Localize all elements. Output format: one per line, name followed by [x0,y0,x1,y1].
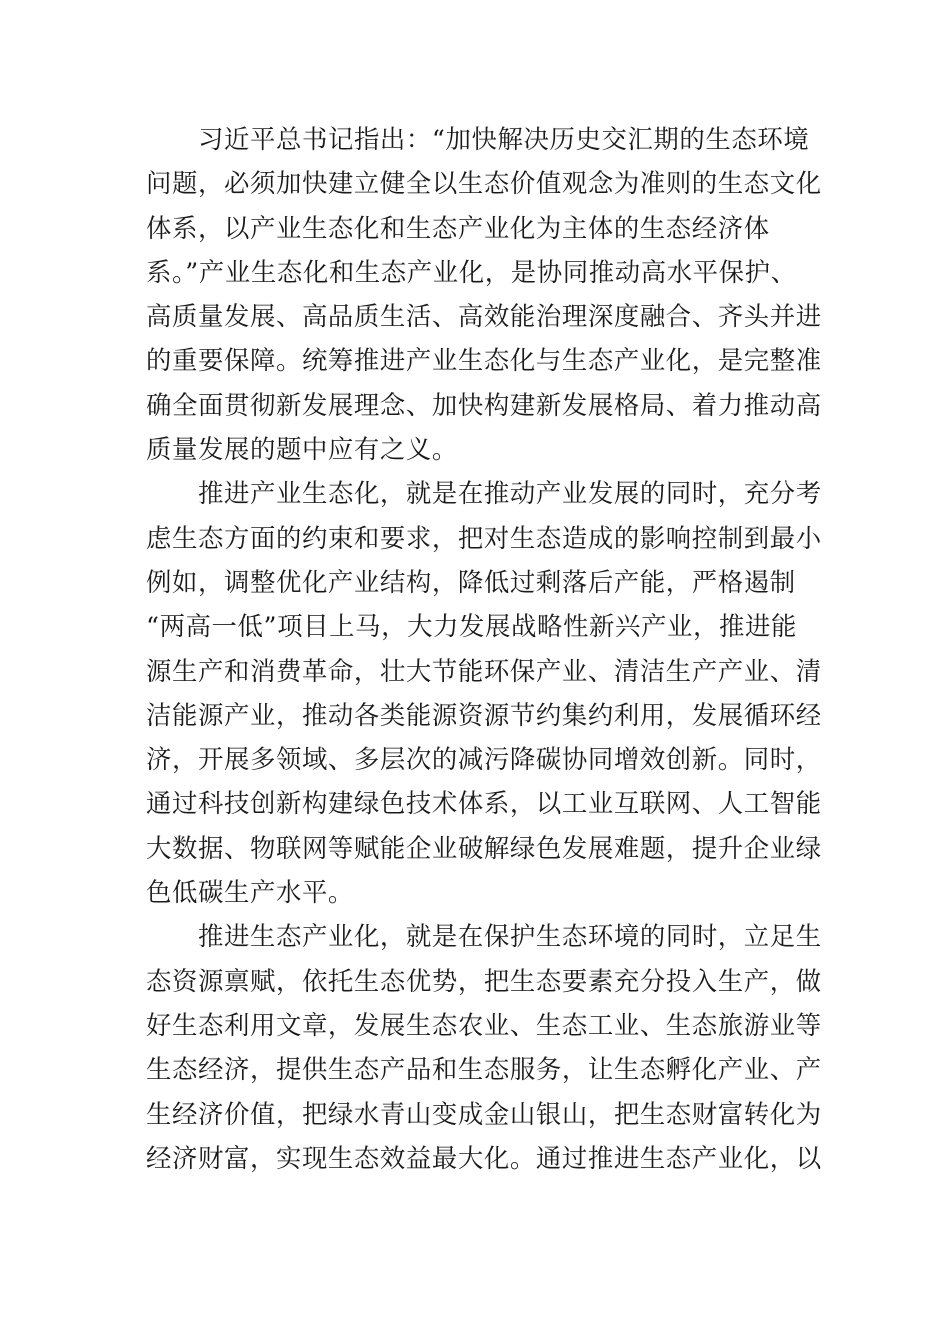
text-line: 济，开展多领域、多层次的减污降碳协同增效创新。同时， [146,744,822,775]
text-line: 确全面贯彻新发展理念、加快构建新发展格局、着力推动高 [146,389,822,420]
text-line: 虑生态方面的约束和要求，把对生态造成的影响控制到最小 [146,522,822,553]
text-line: 生经济价值，把绿水青山变成金山银山，把生态财富转化为 [146,1098,822,1129]
text-line: 色低碳生产水平。 [146,877,354,908]
text-line: 洁能源产业，推动各类能源资源节约集约利用，发展循环经 [146,699,822,730]
text-line: 源生产和消费革命，壮大节能环保产业、清洁生产产业、清 [146,655,822,686]
text-line: 经济财富，实现生态效益最大化。通过推进生态产业化，以 [146,1142,822,1173]
text-line: 高质量发展、高品质生活、高效能治理深度融合、齐头并进 [146,301,822,332]
text-line: 大数据、物联网等赋能企业破解绿色发展难题，提升企业绿 [146,832,822,863]
document-body [146,117,822,1180]
text-line: 系。”产业生态化和生态产业化，是协同推动高水平保护、 [146,256,797,287]
text-line: 的重要保障。统筹推进产业生态化与生态产业化，是完整准 [146,345,822,376]
paragraph-3 [146,914,822,1180]
text-line: 推进产业生态化，就是在推动产业发展的同时，充分考 [198,478,822,509]
text-line: 习近平总书记指出：“加快解决历史交汇期的生态环境 [198,124,810,154]
text-line: 通过科技创新构建绿色技术体系，以工业互联网、人工智能 [146,788,822,819]
paragraph-1 [146,117,822,471]
text-line: 生态经济，提供生态产品和生态服务，让生态孵化产业、产 [146,1054,822,1085]
paragraph-2 [146,471,822,914]
text-line: 体系，以产业生态化和生态产业化为主体的生态经济体 [146,212,770,243]
text-line: 推进生态产业化，就是在保护生态环境的同时，立足生 [198,921,822,952]
text-line: 态资源禀赋，依托生态优势，把生态要素充分投入生产，做 [146,965,822,996]
text-line: “两高一低”项目上马，大力发展战略性新兴产业，推进能 [146,611,797,642]
text-line: 例如，调整优化产业结构，降低过剩落后产能，严格遏制 [146,566,796,597]
text-line: 质量发展的题中应有之义。 [146,434,458,465]
text-line: 好生态利用文章，发展生态农业、生态工业、生态旅游业等 [146,1009,822,1040]
text-line: 问题，必须加快建立健全以生态价值观念为准则的生态文化 [146,168,822,199]
